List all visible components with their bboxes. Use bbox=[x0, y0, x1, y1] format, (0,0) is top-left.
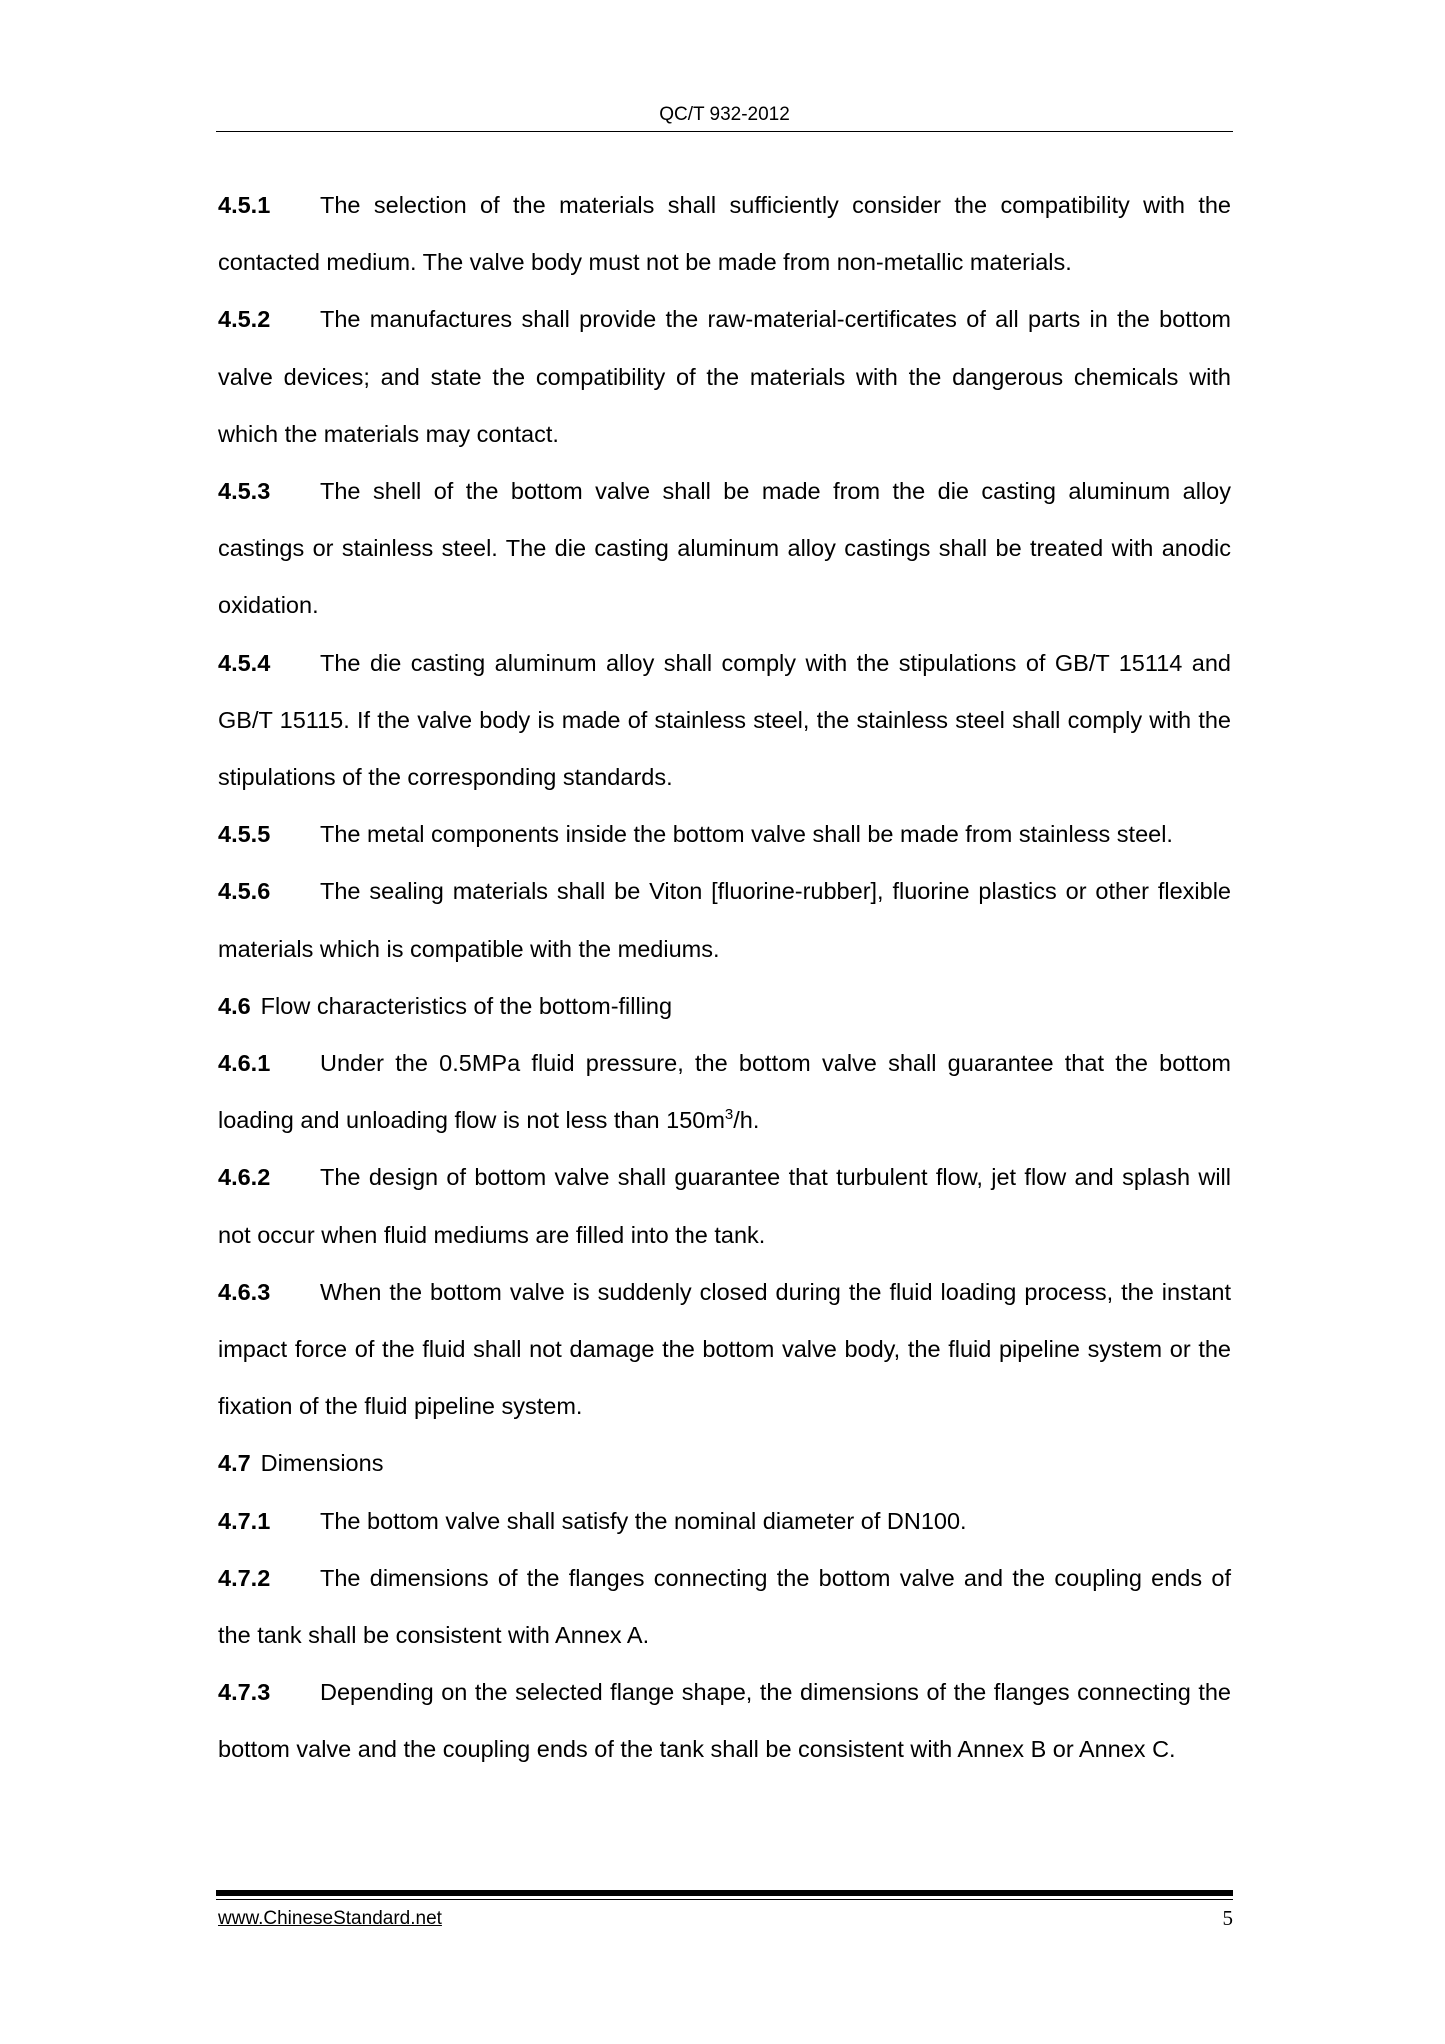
clause-text: The sealing materials shall be Viton [fluorine-rubber], fluorine plastics or other flexible materials which is compatible with the mediums. bbox=[218, 878, 1231, 962]
clause-4-5-1 bbox=[218, 177, 1231, 291]
section-heading: Dimensions bbox=[260, 1450, 384, 1477]
clause-4-5-5 bbox=[218, 806, 1231, 863]
clause-number: 4.6.3 bbox=[218, 1278, 271, 1305]
section-4-6 bbox=[218, 978, 1231, 1035]
clause-number: 4.5.4 bbox=[218, 649, 271, 676]
clause-text: The design of bottom valve shall guarantee that turbulent flow, jet flow and splash will not occur when fluid mediums are filled into the tank. bbox=[218, 1164, 1231, 1248]
website-link[interactable]: www.ChineseStandard.net bbox=[218, 1908, 442, 1929]
clause-text: The bottom valve shall satisfy the nominal diameter of DN100. bbox=[320, 1507, 967, 1534]
clause-text: Under the 0.5MPa fluid pressure, the bottom valve shall guarantee that the bottom loading and unloading flow is not less than 150m bbox=[218, 1050, 1231, 1134]
clause-number: 4.6.2 bbox=[218, 1164, 271, 1191]
clause-number: 4.7.1 bbox=[218, 1507, 271, 1534]
clause-4-5-6 bbox=[218, 863, 1231, 977]
document-body bbox=[218, 177, 1231, 1779]
header-title: QC/T 932-2012 bbox=[659, 104, 790, 125]
clause-text: The dimensions of the flanges connecting the bottom valve and the coupling ends of the tank shall be consistent with Annex A. bbox=[218, 1564, 1231, 1649]
section-4-7 bbox=[218, 1435, 1231, 1492]
section-number: 4.6 bbox=[218, 992, 251, 1019]
clause-4-7-3 bbox=[218, 1664, 1231, 1778]
clause-text: The shell of the bottom valve shall be made from the die casting aluminum alloy castings or stainless steel. The die casting aluminum alloy castings shall be treated with anodic oxidation. bbox=[218, 478, 1231, 619]
clause-number: 4.5.1 bbox=[218, 192, 271, 218]
clause-text: Depending on the selected flange shape, the dimensions of the flanges connecting the bottom valve and the coupling ends of the tank shall be consistent with Annex B or Annex C. bbox=[218, 1679, 1231, 1763]
clause-4-7-1 bbox=[218, 1493, 1231, 1550]
footer-rule bbox=[216, 1890, 1233, 1896]
header-rule bbox=[216, 131, 1233, 132]
clause-text: The manufactures shall provide the raw-material-certificates of all parts in the bottom valve devices; and state the compatibility of the materials with the dangerous chemicals with which the materials may contact. bbox=[218, 306, 1231, 447]
section-heading: Flow characteristics of the bottom-filling bbox=[260, 992, 673, 1019]
clause-number: 4.7.2 bbox=[218, 1564, 271, 1591]
clause-4-6-1 bbox=[218, 1035, 1231, 1149]
clause-4-7-2 bbox=[218, 1550, 1231, 1664]
clause-text: The selection of the materials shall sufficiently consider the compatibility with the contacted medium. The valve body must not be made from non-metallic materials. bbox=[218, 192, 1231, 276]
clause-number: 4.7.3 bbox=[218, 1679, 271, 1706]
clause-number: 4.5.3 bbox=[218, 478, 271, 505]
superscript: 3 bbox=[724, 1106, 734, 1124]
clause-number: 4.5.6 bbox=[218, 878, 271, 905]
section-number: 4.7 bbox=[218, 1450, 251, 1477]
clause-text: The metal components inside the bottom valve shall be made from stainless steel. bbox=[320, 821, 1173, 848]
clause-4-6-3 bbox=[218, 1264, 1231, 1436]
page-number: 5 bbox=[1222, 1906, 1233, 1930]
clause-number: 4.5.5 bbox=[218, 821, 271, 848]
footer-rule-thin bbox=[216, 1899, 1233, 1900]
clause-4-6-2 bbox=[218, 1149, 1231, 1263]
clause-4-5-2 bbox=[218, 291, 1231, 463]
clause-text: When the bottom valve is suddenly closed during the fluid loading process, the instant impact force of the fluid shall not damage the bottom valve body, the fluid pipeline system or the fixation of the fluid pipeline system. bbox=[218, 1278, 1231, 1420]
clause-number: 4.5.2 bbox=[218, 306, 271, 333]
clause-4-5-3 bbox=[218, 463, 1231, 635]
clause-text-suffix: /h. bbox=[733, 1107, 760, 1134]
clause-4-5-4 bbox=[218, 635, 1231, 807]
clause-number: 4.6.1 bbox=[218, 1050, 271, 1077]
clause-text: The die casting aluminum alloy shall comply with the stipulations of GB/T 15114 and GB/T 15115. If the valve body is made of stainless steel, the stainless steel shall comply with the stipulations of the corresponding standards. bbox=[218, 649, 1231, 791]
